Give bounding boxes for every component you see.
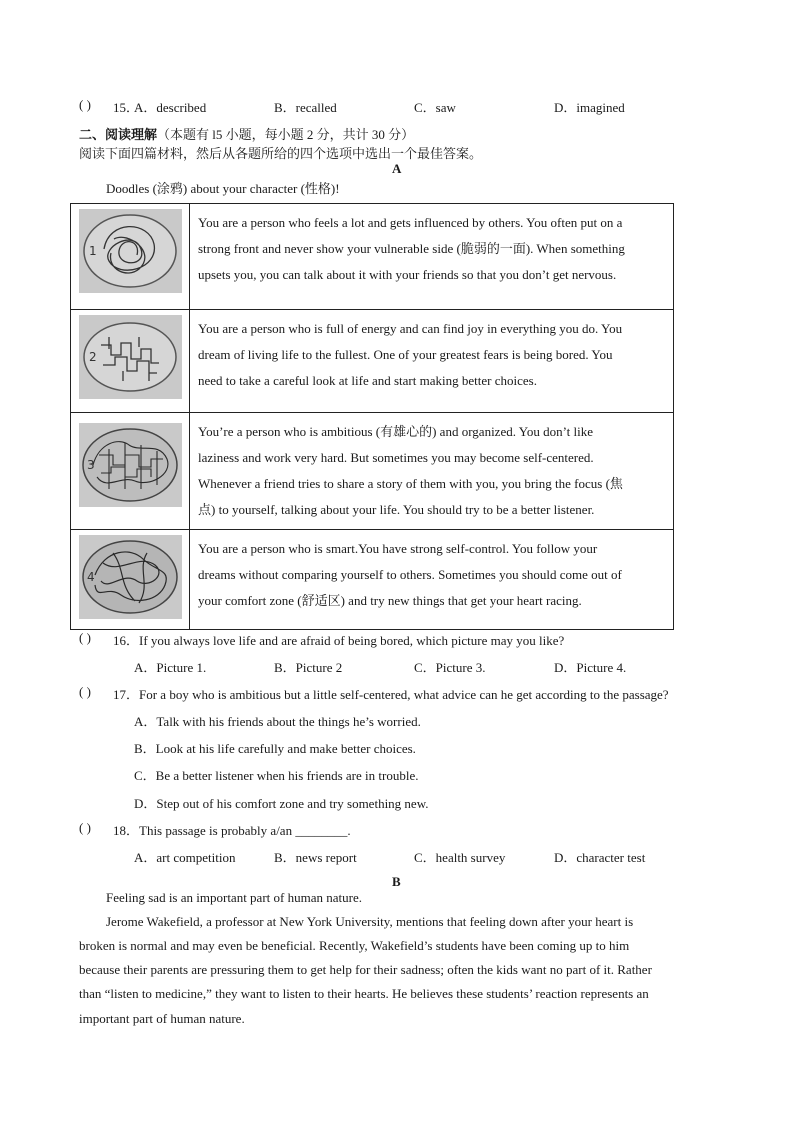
passage-b-line-1: Jerome Wakefield, a professor at New York University, mentions that feeling down after your heart is bbox=[106, 914, 634, 929]
q16-option-b: B．Picture 2 bbox=[274, 660, 343, 675]
doodle-dense-3-icon bbox=[79, 423, 182, 507]
q17-option-c: C．Be a better listener when his friends are in trouble. bbox=[134, 768, 419, 783]
q17-paren: ( ) bbox=[79, 684, 91, 699]
doodle-desc-4-line-3: your comfort zone (舒适区) and try new things that get your heart racing. bbox=[198, 593, 582, 608]
doodle-desc-1-line-3: upsets you, you can talk about it with your friends so that you don’t get nervous. bbox=[198, 267, 617, 282]
q18-option-d: D．character test bbox=[554, 850, 646, 865]
doodle-picture-1 bbox=[79, 209, 182, 293]
q16-stem: 16．If you always love life and are afraid of being bored, which picture may you like? bbox=[113, 633, 565, 648]
doodle-desc-4-line-1: You are a person who is smart.You have strong self-control. You follow your bbox=[198, 541, 598, 556]
doodle-number-1: 1 bbox=[89, 244, 97, 258]
q17-option-a: A．Talk with his friends about the things he’s worried. bbox=[134, 714, 421, 729]
doodle-row-3 bbox=[71, 413, 674, 530]
passage-b-line-3: because their parents are pressuring them to get help for their sadness; often the kids want no part of it. Rather bbox=[79, 962, 652, 977]
passage-b-line-2: broken is normal and may even be beneficial. Recently, Wakefield’s students have been coming up to him bbox=[79, 938, 630, 953]
q15-option-a: A．described bbox=[134, 100, 207, 115]
q17-option-b: B．Look at his life carefully and make better choices. bbox=[134, 741, 416, 756]
doodle-desc-1-line-1: You are a person who feels a lot and gets influenced by others. You often put on a bbox=[198, 215, 623, 230]
q16-option-c: C．Picture 3. bbox=[414, 660, 486, 675]
doodle-desc-2-line-3: need to take a careful look at life and start making better choices. bbox=[198, 373, 537, 388]
doodle-row-4 bbox=[71, 530, 674, 630]
doodle-desc-2 bbox=[190, 310, 674, 413]
section-note: （本题有 l5 小题，每小题 2 分，共计 30 分） bbox=[157, 127, 415, 142]
q16-option-d: D．Picture 4. bbox=[554, 660, 627, 675]
doodle-picture-2 bbox=[79, 315, 182, 399]
passage-a-label: A bbox=[392, 161, 402, 176]
section-instruction: 阅读下面四篇材料，然后从各题所给的四个选项中选出一个最佳答案。 bbox=[79, 146, 483, 161]
doodle-desc-2-line-2: dream of living life to the fullest. One of your greatest fears is being bored. You bbox=[198, 347, 613, 362]
doodle-desc-1-line-2: strong front and never show your vulnerable side (脆弱的一面). When something bbox=[198, 241, 625, 256]
section-heading bbox=[79, 124, 414, 143]
doodle-desc-1 bbox=[190, 204, 674, 310]
doodle-image-cell-1 bbox=[71, 204, 190, 310]
doodle-number-4: 4 bbox=[87, 570, 95, 584]
doodle-image-cell-2 bbox=[71, 310, 190, 413]
passage-b-intro: Feeling sad is an important part of human nature. bbox=[106, 890, 362, 905]
doodle-scribble-1-icon bbox=[79, 209, 182, 293]
q15-paren: ( ) bbox=[79, 97, 91, 112]
doodle-number-3: 3 bbox=[87, 458, 95, 472]
passage-b-line-4: than “listen to medicine,” they want to listen to their hearts. He believes these students’ reaction represents an bbox=[79, 986, 649, 1001]
doodle-dense-4-icon bbox=[79, 535, 182, 619]
q18-stem: 18．This passage is probably a/an ________. bbox=[113, 823, 351, 838]
q15-number: 15． bbox=[113, 100, 140, 115]
doodle-image-cell-4 bbox=[71, 530, 190, 630]
q15-option-c: C．saw bbox=[414, 100, 456, 115]
doodle-row-2 bbox=[71, 310, 674, 413]
doodle-desc-3 bbox=[190, 413, 674, 530]
doodle-row-1 bbox=[71, 204, 674, 310]
doodle-number-2: 2 bbox=[89, 350, 97, 364]
q15-option-b: B．recalled bbox=[274, 100, 337, 115]
q17-option-d: D．Step out of his comfort zone and try something new. bbox=[134, 796, 429, 811]
q16-option-a: A．Picture 1. bbox=[134, 660, 207, 675]
q18-option-c: C．health survey bbox=[414, 850, 506, 865]
doodle-desc-3-line-2: laziness and work very hard. But sometimes you may become self-centered. bbox=[198, 450, 594, 465]
q16-paren: ( ) bbox=[79, 630, 91, 645]
q17-stem: 17．For a boy who is ambitious but a little self-centered, what advice can he get according to the passage? bbox=[113, 687, 669, 702]
doodle-desc-3-line-3: Whenever a friend tries to share a story of them with you, you bring the focus (焦 bbox=[198, 476, 623, 491]
doodle-maze-2-icon bbox=[79, 315, 182, 399]
q15-option-d: D．imagined bbox=[554, 100, 625, 115]
q18-option-b: B．news report bbox=[274, 850, 357, 865]
doodle-desc-3-line-4: 点) to yourself, talking about your life. You should try to be a better listener. bbox=[198, 502, 595, 517]
doodle-desc-3-line-1: You’re a person who is ambitious (有雄心的) and organized. You don’t like bbox=[198, 424, 594, 439]
passage-b-line-5: important part of human nature. bbox=[79, 1011, 245, 1026]
doodle-desc-4 bbox=[190, 530, 674, 630]
passage-b-label: B bbox=[392, 874, 401, 889]
q18-option-a: A．art competition bbox=[134, 850, 236, 865]
doodle-desc-2-line-1: You are a person who is full of energy and can find joy in everything you do. You bbox=[198, 321, 623, 336]
passage-a-title: Doodles (涂鸦) about your character (性格)! bbox=[106, 181, 340, 196]
doodle-picture-4 bbox=[79, 535, 182, 619]
section-title: 二、阅读理解 bbox=[79, 127, 158, 142]
doodle-table bbox=[70, 203, 674, 630]
doodle-desc-4-line-2: dreams without comparing yourself to others. Sometimes you should come out of bbox=[198, 567, 622, 582]
doodle-image-cell-3 bbox=[71, 413, 190, 530]
q18-paren: ( ) bbox=[79, 820, 91, 835]
doodle-picture-3 bbox=[79, 423, 182, 507]
